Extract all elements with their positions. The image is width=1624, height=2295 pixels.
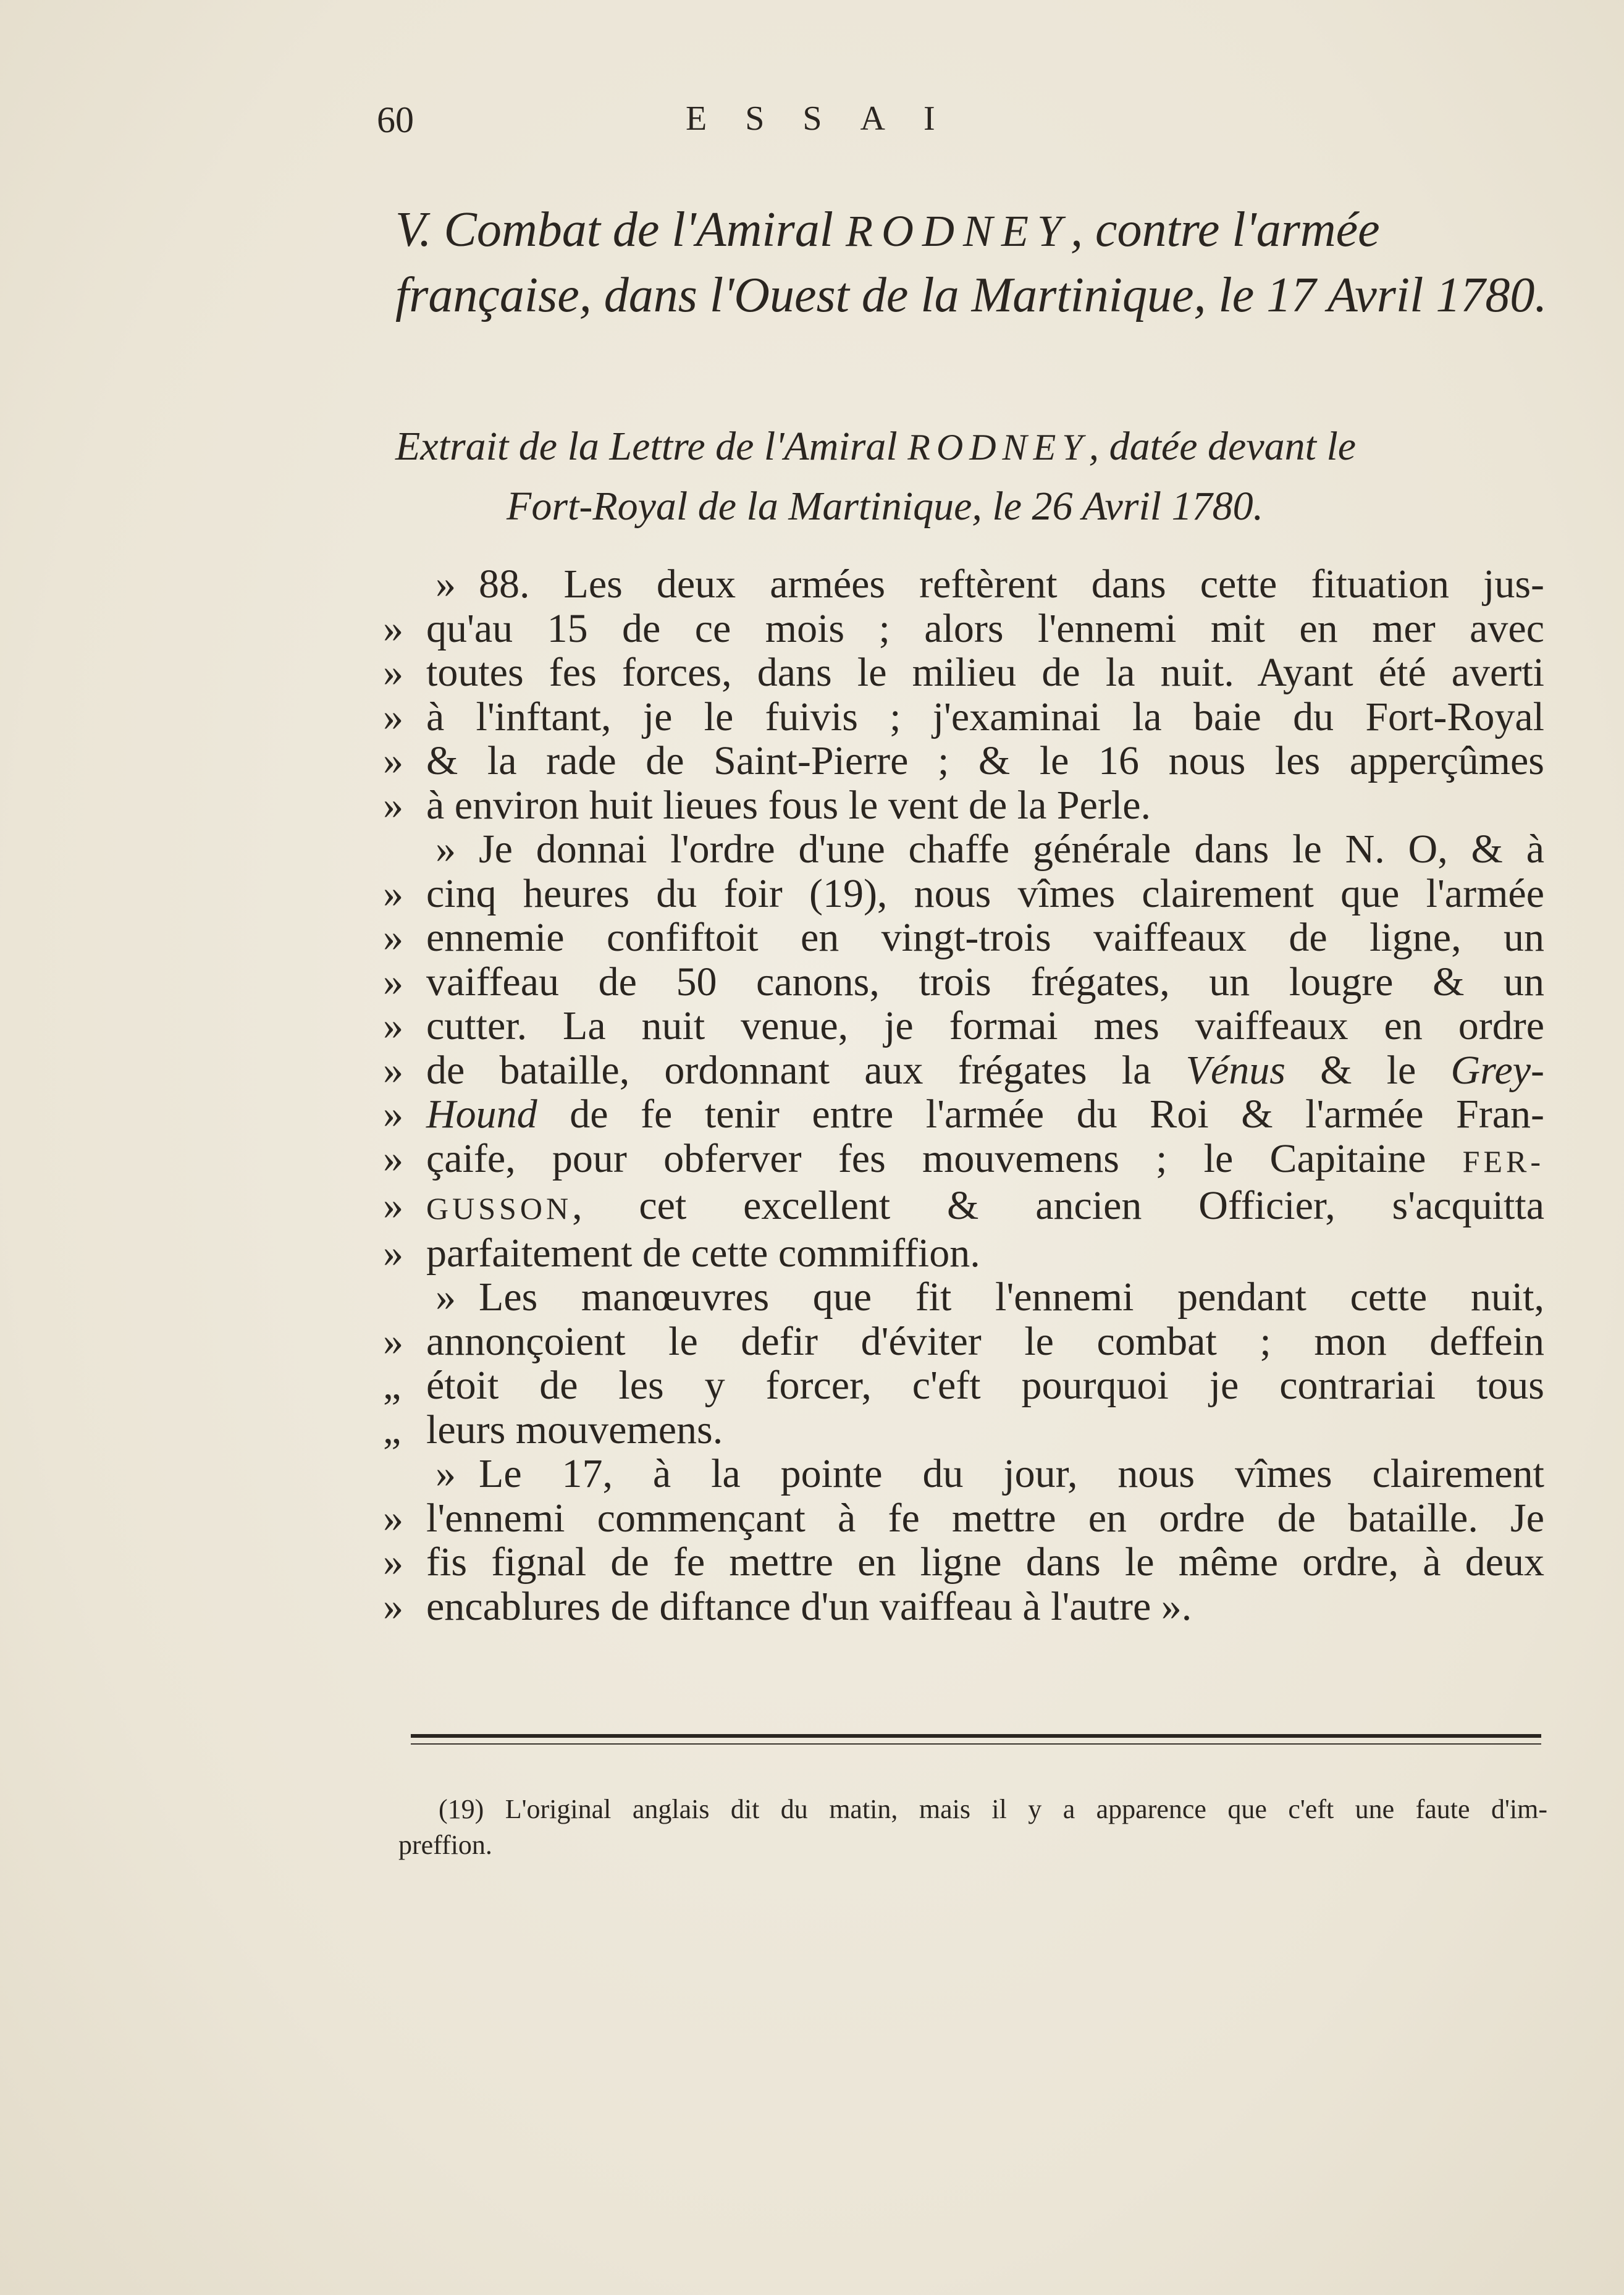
footnote-line1: (19) L'original anglais dit du matin, mais il y a apparence que c'eft une faute d'im- [439,1794,1547,1824]
quote-mark: » [383,1092,403,1137]
line-text: Les manœuvres que fit l'ennemi pendant cette nuit, [479,1274,1544,1320]
letter-subheading [395,417,1557,536]
line-text: çaife, pour obferver fes mouvemens ; le Capitaine [426,1135,1463,1181]
text-line [383,783,1544,828]
line-text: ennemie confiftoit en vingt-trois vaiffeaux de ligne, un [426,915,1544,960]
ship-name-greyhound: Grey- [1450,1047,1545,1093]
line-text: qu'au 15 de ce mois ; alors l'ennemi mit en mer avec [426,605,1544,651]
quote-mark: » [435,562,456,607]
section-heading [395,198,1557,327]
line-text: & la rade de Saint-Pierre ; & le 16 nous les apperçûmes [426,738,1544,783]
captain-name: FER- [1462,1143,1544,1179]
text-line [383,739,1544,783]
quote-mark: » [383,605,403,651]
quote-mark: » [383,1047,403,1093]
text-line [383,1275,1544,1320]
quote-mark: » [435,1274,456,1320]
quote-mark: » [383,650,403,695]
subheading-part1: Extrait de la Lettre de l'Amiral [395,424,908,469]
text-line [383,1496,1544,1541]
line-text: l'ennemi commençant à fe mettre en ordre de bataille. Je [426,1495,1544,1541]
line-text: de bataille, ordonnant aux frégates la [426,1047,1186,1093]
quote-mark: » [383,1495,403,1541]
text-line [383,607,1544,651]
captain-name: GUSSON [426,1191,573,1226]
text-line [383,1408,1544,1452]
quote-mark: » [383,738,403,783]
running-title: ESSAI [686,99,974,138]
page-number: 60 [377,99,414,140]
line-text: parfaitement de cette commiffion. [426,1230,980,1276]
quote-mark: » [383,782,403,828]
text-line [383,1048,1544,1093]
text-line [383,916,1544,960]
footnote [398,1792,1547,1863]
quote-mark: » [383,1135,403,1181]
quote-mark: » [383,915,403,960]
footnote-rule-thin [411,1743,1541,1745]
text-line [383,1231,1544,1276]
subheading-line2: Fort-Royal de la Martinique, le 26 Avril 1780. [507,484,1264,529]
text-line [383,1540,1544,1585]
text-line [383,562,1544,607]
line-text: Le 17, à la pointe du jour, nous vîmes clairement [479,1451,1544,1496]
line-text: , cet excellent & ancien Officier, s'acquitta [572,1183,1544,1228]
quote-mark: » [383,1318,403,1364]
line-text: à environ huit lieues fous le vent de la Perle. [426,782,1151,828]
page-header [377,99,1569,154]
subheading-part2: , datée devant le [1088,424,1357,469]
quote-mark: „ [383,1407,402,1452]
heading-name: RODNEY [845,206,1071,256]
line-text: cutter. La nuit venue, je formai mes vaiffeaux en ordre [426,1003,1544,1048]
text-line [383,960,1544,1004]
footnote-rule [411,1734,1541,1738]
heading-part1: V. Combat de l'Amiral [395,203,846,257]
quote-mark: » [383,1183,403,1228]
quote-mark: » [383,1230,403,1276]
quote-mark: » [383,1583,403,1629]
text-line [383,695,1544,739]
line-text: 88. Les deux armées reftèrent dans cette fituation jus- [479,562,1544,607]
text-line [383,1320,1544,1364]
quote-mark: „ [383,1363,402,1408]
line-text: cinq heures du foir (19), nous vîmes clairement que l'armée [426,870,1544,916]
quote-mark: » [435,827,456,872]
line-text: & le [1285,1047,1451,1093]
ship-name-hound: Hound [426,1092,537,1137]
quote-mark: » [383,1539,403,1585]
body-text [383,562,1544,1628]
quote-mark: » [383,1003,403,1048]
line-text: Je donnai l'ordre d'une chaffe générale dans le N. O, & à [479,827,1544,872]
text-line [383,1092,1544,1137]
line-text: annonçoient le defir d'éviter le combat ; mon deffein [426,1318,1544,1364]
quote-mark: » [383,870,403,916]
heading-part2: , contre l'armée française, dans l'Ouest de la Martinique, le 17 Avril 1780. [395,203,1547,322]
text-line [383,872,1544,916]
text-line [383,1004,1544,1048]
text-line [383,1137,1544,1184]
quote-mark: » [435,1451,456,1496]
line-text: encablures de diftance d'un vaiffeau à l'autre ». [426,1583,1192,1629]
text-line [383,1452,1544,1496]
line-text: de fe tenir entre l'armée du Roi & l'armée Fran- [537,1092,1544,1137]
text-line [383,827,1544,872]
subheading-name: RODNEY [907,427,1089,468]
text-line [383,1585,1544,1629]
quote-mark: » [383,959,403,1004]
quote-mark: » [383,694,403,739]
ship-name-venus: Vénus [1185,1047,1285,1093]
line-text: vaiffeau de 50 canons, trois frégates, un lougre & un [426,959,1544,1004]
footnote-line2: preffion. [398,1830,492,1860]
line-text: leurs mouvemens. [426,1407,723,1452]
line-text: étoit de les y forcer, c'eft pourquoi je contrariai tous [426,1363,1544,1408]
text-line [383,1184,1544,1231]
text-line [383,651,1544,695]
line-text: à l'inftant, je le fuivis ; j'examinai la baie du Fort-Royal [426,694,1544,739]
line-text: fis fignal de fe mettre en ligne dans le même ordre, à deux [426,1539,1544,1585]
line-text: toutes fes forces, dans le milieu de la nuit. Ayant été averti [426,650,1544,695]
text-line [383,1363,1544,1408]
